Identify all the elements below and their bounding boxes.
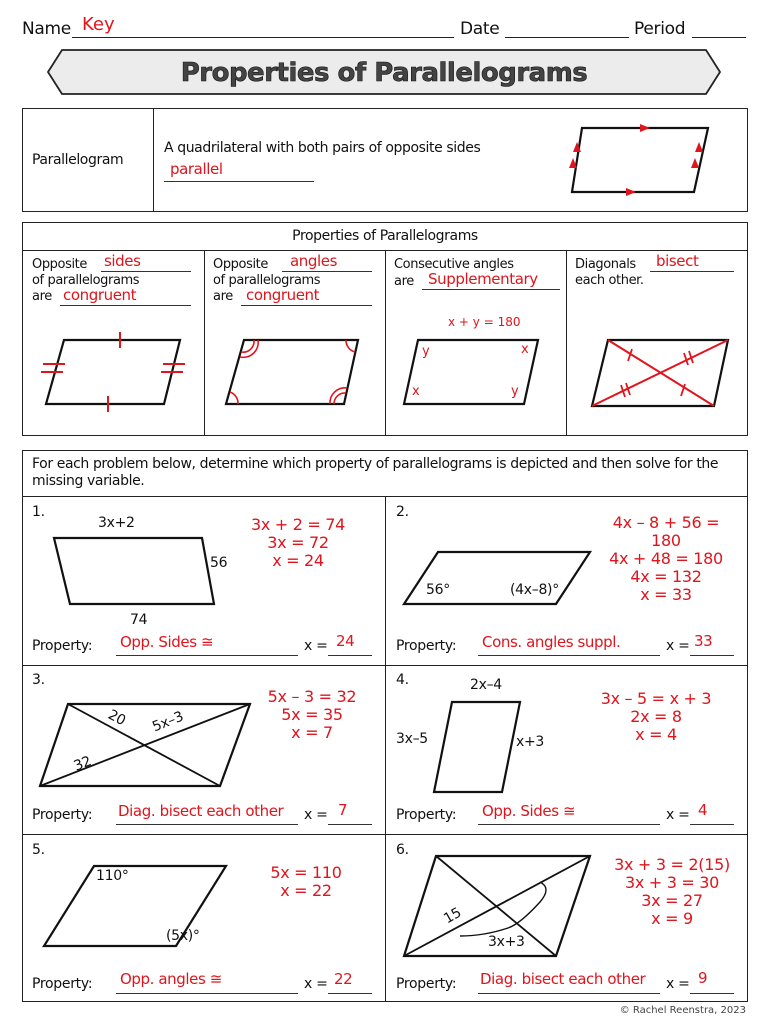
problem-1-label-bottom: 74 (130, 612, 148, 628)
name-field[interactable] (72, 22, 454, 38)
problem-3-x-blank[interactable] (328, 807, 372, 825)
problem-4-label-right: x+3 (516, 734, 545, 750)
problem-5-solution (256, 864, 356, 900)
problem-2-step-3: 4x = 132 (630, 567, 702, 586)
problem-6-solution (610, 856, 734, 928)
problem-2-property-answer: Cons. angles suppl. (482, 633, 621, 651)
problem-4-label-top: 2x–4 (470, 677, 502, 693)
problem-6-step-2: 3x + 3 = 30 (624, 873, 720, 892)
property-4-answer1: bisect (656, 252, 699, 270)
problem-4-x-answer: 4 (698, 801, 708, 819)
problem-5-step-1: 5x = 110 (270, 863, 342, 882)
problem-1-label-top: 3x+2 (98, 515, 135, 531)
problem-3-step-1: 5x – 3 = 32 (267, 687, 357, 706)
problem-1-step-1: 3x + 2 = 74 (250, 515, 346, 534)
name-value: Key (82, 14, 115, 35)
problem-1-diagram (48, 532, 218, 612)
problem-2-solution (596, 514, 736, 604)
problem-1-x-answer: 24 (336, 632, 355, 650)
problem-1-label-right: 56 (210, 555, 228, 571)
problem-2-step-1: 4x – 8 + 56 = 180 (612, 513, 720, 550)
problem-6-step-4: x = 9 (651, 909, 693, 928)
problem-4-x-blank[interactable] (690, 807, 734, 825)
problem-3-label-32: 32 (71, 753, 94, 775)
problem-2-label-right: (4x–8)° (510, 582, 559, 598)
problem-5-x-label: x = (304, 976, 328, 992)
problem-6-step-1: 3x + 3 = 2(15) (614, 855, 730, 874)
problem-6-x-blank[interactable] (690, 976, 734, 994)
definition-divider (153, 108, 154, 212)
problem-2-diagram (400, 548, 600, 608)
problem-6-property-label: Property: (396, 976, 457, 992)
problem-4-solution (596, 690, 716, 744)
property-1-answer3: congruent (63, 286, 137, 304)
properties-col-divider-1 (204, 250, 205, 436)
problem-6-label-3x+3: 3x+3 (488, 934, 525, 950)
opposite-sides-diagram (40, 330, 190, 410)
problem-1-step-3: x = 24 (272, 551, 324, 570)
problem-2-x-label: x = (666, 638, 690, 654)
problem-5-diagram (40, 862, 230, 952)
problem-2-property-label: Property: (396, 638, 457, 654)
problem-6-x-label: x = (666, 976, 690, 992)
practice-col-divider (385, 496, 386, 1002)
property-1-line3: are (32, 289, 52, 304)
page-title: Properties of Parallelograms (180, 58, 588, 88)
consecutive-x-bottom: x (412, 384, 420, 399)
date-label: Date (460, 19, 500, 39)
consecutive-y-bottom: y (511, 384, 519, 399)
properties-heading: Properties of Parallelograms (292, 228, 478, 244)
property-3-note: x + y = 180 (448, 315, 521, 329)
property-2-line1: Opposite (213, 257, 268, 272)
practice-row-divider-2 (22, 834, 748, 835)
property-4-line2: each other. (575, 273, 644, 288)
consecutive-y-top: y (422, 344, 430, 359)
problem-2-step-2: 4x + 48 = 180 (609, 549, 723, 568)
problem-6-x-answer: 9 (698, 969, 708, 987)
problem-1-number: 1. (32, 504, 45, 520)
practice-row-divider-1 (22, 665, 748, 666)
diagonals-diagram (588, 330, 738, 410)
problem-6-property-answer: Diag. bisect each other (480, 970, 646, 988)
problem-3-solution (252, 688, 372, 742)
definition-text: A quadrilateral with both pairs of opposite sides (164, 140, 481, 156)
problem-1-property-answer: Opp. Sides ≅ (120, 633, 214, 651)
problem-3-label-5x-3: 5x–3 (150, 708, 186, 736)
problem-3-property-answer: Diag. bisect each other (118, 802, 284, 820)
problem-3-x-answer: 7 (338, 801, 348, 819)
problem-4-step-1: 3x – 5 = x + 3 (600, 689, 712, 708)
problem-1-step-2: 3x = 72 (267, 533, 329, 552)
properties-col-divider-2 (385, 250, 386, 436)
instructions: For each problem below, determine which property of parallelograms is depicted and then solve for the missing variable. (32, 456, 719, 489)
problem-4-diagram (432, 698, 522, 798)
problem-3-step-2: 5x = 35 (281, 705, 343, 724)
problem-5-x-answer: 22 (334, 970, 353, 988)
property-1-answer1: sides (104, 252, 141, 270)
definition-term: Parallelogram (32, 152, 124, 168)
properties-col-divider-3 (566, 250, 567, 436)
property-3-line1: Consecutive angles (394, 257, 514, 272)
definition-answer: parallel (170, 160, 223, 178)
problem-2-label-left: 56° (426, 582, 450, 598)
problem-5-property-answer: Opp. angles ≅ (120, 970, 222, 988)
problem-2-number: 2. (396, 504, 409, 520)
problem-1-solution (238, 516, 358, 570)
copyright: © Rachel Reenstra, 2023 (619, 1005, 746, 1016)
problem-4-number: 4. (396, 672, 409, 688)
property-2-answer3: congruent (246, 286, 320, 304)
property-1-line2: of parallelograms (32, 273, 140, 288)
problem-1-property-label: Property: (32, 638, 93, 654)
problem-6-number: 6. (396, 842, 409, 858)
name-label: Name (22, 19, 71, 39)
problem-5-property-label: Property: (32, 976, 93, 992)
property-4-line1: Diagonals (575, 257, 636, 272)
problem-2-x-answer: 33 (694, 632, 713, 650)
date-field[interactable] (505, 22, 629, 38)
problem-5-step-2: x = 22 (280, 881, 332, 900)
problem-3-property-label: Property: (32, 807, 93, 823)
property-3-line3: are (394, 274, 414, 289)
property-3-answer3: Supplementary (428, 270, 538, 288)
problem-1-x-label: x = (304, 638, 328, 654)
problem-4-label-left: 3x–5 (396, 731, 428, 747)
problem-3-number: 3. (32, 672, 45, 688)
property-2-line2: of parallelograms (213, 273, 321, 288)
property-1-line1: Opposite (32, 257, 87, 272)
problem-3-x-label: x = (304, 807, 328, 823)
consecutive-x-top: x (521, 342, 529, 357)
property-2-line3: are (213, 289, 233, 304)
parallelogram-definition-diagram (568, 124, 718, 204)
problem-5-number: 5. (32, 842, 45, 858)
period-label: Period (634, 19, 686, 39)
problem-5-label-top: 110° (96, 868, 129, 884)
problem-6-label-15: 15 (441, 904, 465, 928)
problem-3-label-20: 20 (105, 706, 128, 730)
problem-5-label-bottom: (5x)° (166, 928, 200, 944)
problem-4-x-label: x = (666, 807, 690, 823)
problem-4-step-2: 2x = 8 (630, 707, 682, 726)
opposite-angles-diagram (222, 330, 372, 410)
problem-3-diagram (36, 700, 256, 790)
problem-4-property-label: Property: (396, 807, 457, 823)
problem-2-step-4: x = 33 (640, 585, 692, 604)
problem-6-step-3: 3x = 27 (641, 891, 703, 910)
period-field[interactable] (692, 22, 746, 38)
problem-3-step-3: x = 7 (291, 723, 333, 742)
problem-4-step-3: x = 4 (635, 725, 677, 744)
problem-4-property-answer: Opp. Sides ≅ (482, 802, 576, 820)
property-2-answer1: angles (290, 252, 338, 270)
